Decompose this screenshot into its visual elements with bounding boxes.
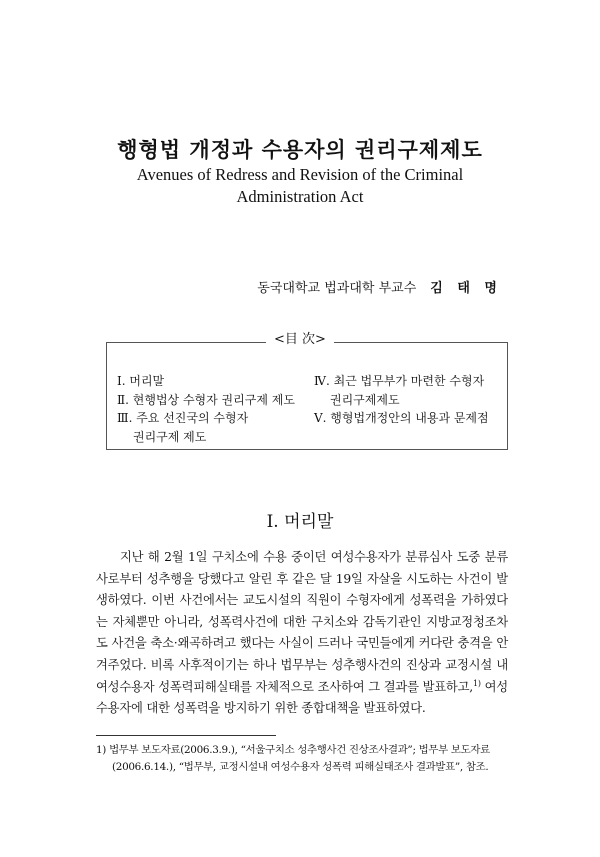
toc-item-4: Ⅳ. 최근 법무부가 마련한 수형자 (314, 374, 485, 388)
title-english-line1: Avenues of Redress and Revision of the Criminal (136, 165, 464, 184)
paper-title-korean: 행형법 개정과 수용자의 권리구제제도 (117, 137, 483, 162)
paragraph-text-1: 지난 해 2월 1일 구치소에 수용 중이던 여성수용자가 분류심사 도중 분류사로부터 성추행을 당했다고 알린 후 같은 달 19일 자살을 시도하는 사건이 발생하였다. 이번 사건에서는 교도시설의 직원이 수형자에게 성폭력을 가하였다는 자체뿐만 아니라, 성폭력사건에 대한 구치소와 감독기관인 지방교정청조차도 사건을 축소·왜곡하려고 했다는 사실이 드러나 국민들에게 커다란 충격을 안겨주었다. 비록 사후적이기는 하나 법무부는 성추행사건의 진상과 교정시설 내 여성수용자 성폭력피해실태를 자체적으로 조사하여 그 결과를 발표하고, (96, 550, 508, 694)
author-affiliation: 동국대학교 법과대학 부교수 (257, 281, 417, 296)
body-paragraph (96, 547, 508, 720)
paragraph-text-2: 여성수용자에 대한 성폭력을 방지하기 위한 종합대책을 발표하였다. (96, 679, 508, 716)
footnote-line-2: (2006.6.14.), “법무부, 교정시설내 여성수용자 성폭력 피해실태조사 결과발표”, 참조. (112, 761, 489, 773)
toc-heading-text: <目 次> (266, 332, 334, 347)
toc-right-column (314, 372, 489, 428)
title-english-line2: Administration Act (236, 187, 364, 206)
toc-heading (0, 328, 600, 347)
toc-item-2: Ⅱ. 현행법상 수형자 권리구제 제도 (117, 392, 295, 407)
paper-title-english (0, 164, 600, 208)
author-line (257, 277, 502, 296)
footnote-divider (96, 735, 276, 736)
footnote (96, 742, 508, 776)
toc-item-5: Ⅴ. 행형법개정안의 내용과 문제점 (314, 411, 489, 425)
toc-left-column (117, 372, 295, 446)
toc-item-4-continued: 권리구제제도 (330, 392, 400, 407)
author-name: 김 태 명 (430, 281, 502, 296)
toc-item-3: Ⅲ. 주요 선진국의 수형자 (117, 411, 249, 425)
toc-item-1: Ⅰ. 머리말 (117, 374, 165, 388)
footnote-line-1: 1) 법무부 보도자료(2006.3.9.), “서울구치소 성추행사건 진상조사결과”; 법무부 보도자료 (96, 744, 490, 756)
section-heading: Ⅰ. 머리말 (266, 512, 334, 532)
footnote-reference: 1) (473, 678, 481, 688)
toc-item-3-continued: 권리구제 제도 (133, 429, 207, 444)
